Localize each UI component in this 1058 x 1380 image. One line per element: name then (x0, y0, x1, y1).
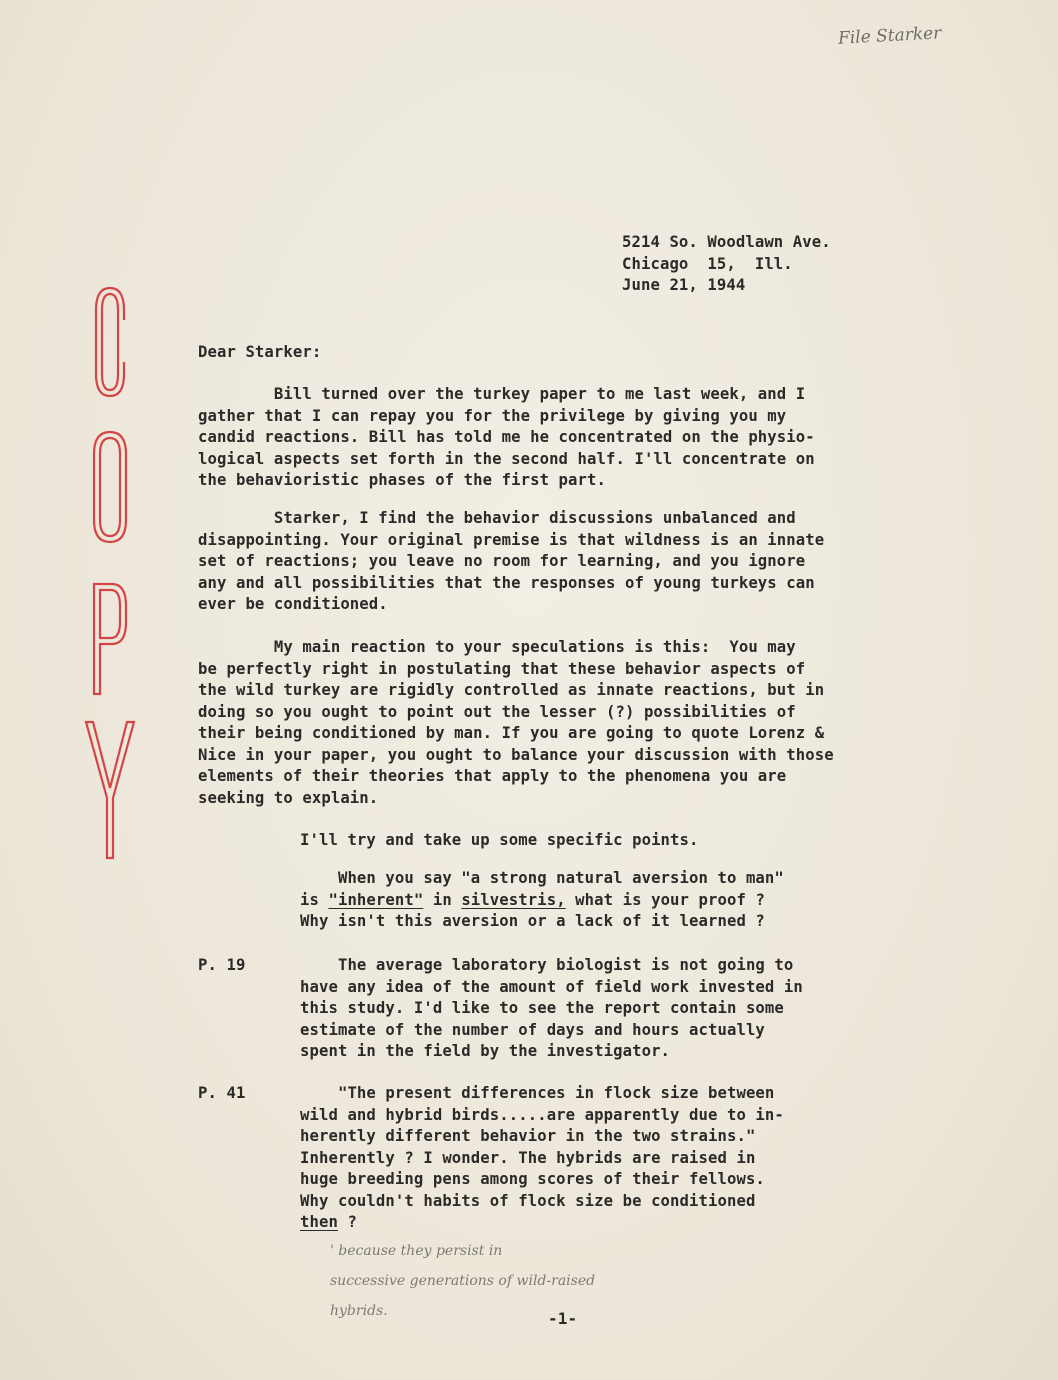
page-ref-19: P. 19 (198, 956, 246, 974)
p1-line: gather that I can repay you for the privilege by giving you my (198, 406, 787, 425)
p2-line: any and all possibilities that the responses of young turkeys can (198, 573, 815, 592)
p3-line: My main reaction to your speculations is this: You may (198, 638, 796, 656)
p19-line: estimate of the number of days and hours actually (300, 1020, 765, 1039)
p41-line: Why couldn't habits of flock size be conditioned (300, 1191, 756, 1210)
p5-line: When you say "a strong natural aversion to man" (300, 869, 784, 887)
p2-line: set of reactions; you leave no room for learning, and you ignore (198, 552, 806, 570)
address-city: Chicago 15, Ill. (622, 254, 793, 273)
copy-stamp-graphic (80, 282, 156, 862)
p3-line: elements of their theories that apply to the phenomena you are (198, 767, 787, 785)
paragraph-4: I'll try and take up some specific points. (300, 831, 699, 849)
p3-line: Nice in your paper, you ought to balance your discussion with those (198, 745, 834, 764)
p1-line: Bill turned over the turkey paper to me last week, and I (198, 385, 806, 403)
copy-stamp (80, 282, 156, 862)
p3-line: the wild turkey are rigidly controlled as innate reactions, but in (198, 681, 825, 699)
p2-line: Starker, I find the behavior discussions unbalanced and (198, 509, 796, 527)
p41-text: ? (337, 1213, 357, 1231)
page-ref-41: P. 41 (198, 1084, 246, 1102)
address-street: 5214 So. Woodlawn Ave. (622, 233, 831, 251)
return-address (622, 232, 831, 297)
p2-line: ever be conditioned. (198, 595, 388, 613)
p5-text: what is your proof ? (565, 890, 765, 909)
p41-line: wild and hybrid birds.....are apparently due to in- (300, 1105, 784, 1124)
p1-line: logical aspects set forth in the second half. I'll concentrate on (198, 449, 815, 468)
paragraph-5 (300, 868, 784, 933)
p3-line: their being conditioned by man. If you are going to quote Lorenz & (198, 724, 825, 742)
p5-text: is (300, 890, 329, 909)
stamp-letter-o (94, 432, 126, 542)
p19-line: have any idea of the amount of field work invested in (300, 977, 803, 996)
margin-note-line: hybrids. (330, 1303, 388, 1319)
p41-line: herently different behavior in the two strains." (300, 1127, 756, 1145)
paragraph-2 (198, 508, 824, 616)
p41-comment (300, 1083, 784, 1234)
letter-date: June 21, 1944 (622, 276, 746, 294)
p5-line: Why isn't this aversion or a lack of it learned ? (300, 912, 765, 930)
paragraph-3 (198, 637, 834, 809)
p3-line: be perfectly right in postulating that these behavior aspects of (198, 659, 806, 678)
stamp-letter-c (96, 288, 124, 396)
p41-line: huge breeding pens among scores of their fellows. (300, 1170, 765, 1188)
file-note-handwritten: File Starker (837, 23, 942, 49)
p3-line: seeking to explain. (198, 788, 379, 807)
p19-line: this study. I'd like to see the report contain some (300, 999, 784, 1017)
underlined-silvestris: silvestris, (461, 890, 566, 909)
p1-line: candid reactions. Bill has told me he concentrated on the physio- (198, 428, 815, 446)
margin-note-line: successive generations of wild-raised (330, 1273, 596, 1289)
p3-line: doing so you ought to point out the lesser (?) possibilities of (198, 702, 796, 721)
p1-line: the behavioristic phases of the first part. (198, 471, 606, 489)
p19-comment (300, 955, 803, 1063)
p5-text: in (423, 890, 462, 909)
p19-line: spent in the field by the investigator. (300, 1042, 671, 1060)
p19-line: The average laboratory biologist is not going to (300, 956, 794, 974)
page-number: -1- (548, 1309, 578, 1328)
underlined-inherent: "inherent" (328, 890, 424, 909)
stamp-letter-y (86, 722, 134, 858)
p41-line: Inherently ? I wonder. The hybrids are raised in (300, 1148, 756, 1167)
p2-line: disappointing. Your original premise is that wildness is an innate (198, 530, 825, 549)
p41-line: "The present differences in flock size between (300, 1084, 775, 1102)
underlined-then: then (300, 1213, 338, 1231)
paragraph-1 (198, 384, 815, 492)
margin-note-line: ' because they persist in (330, 1243, 503, 1259)
salutation: Dear Starker: (198, 343, 322, 361)
stamp-letter-p (94, 584, 126, 694)
